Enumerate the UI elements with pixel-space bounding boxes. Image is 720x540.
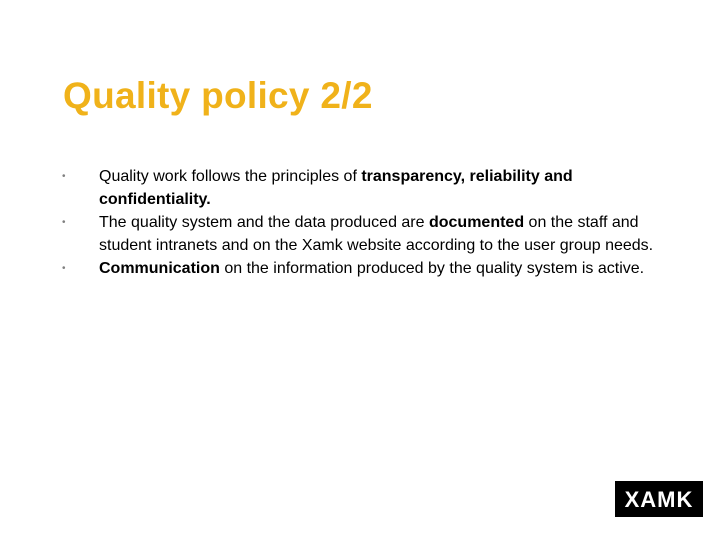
bullet-text-bold: Communication <box>99 260 220 277</box>
bullet-list <box>62 166 662 282</box>
bullet-item <box>62 212 662 257</box>
bullet-text-bold: transparency, reliability and confidentiality. <box>99 168 573 208</box>
slide-title: Quality policy 2/2 <box>63 75 373 116</box>
bullet-marker: • <box>62 217 66 228</box>
logo-text: XAMK <box>624 488 694 510</box>
bullet-text: Quality work follows the principles of <box>99 168 362 185</box>
bullet-text: on the information produced by the quality system is active. <box>219 260 645 277</box>
bullet-item <box>62 166 662 211</box>
bullet-marker: • <box>62 263 66 274</box>
bullet-marker: • <box>62 171 66 182</box>
bullet-text: The quality system and the data produced are <box>99 214 429 231</box>
bullet-text-bold: documented <box>428 214 525 231</box>
xamk-logo-mark <box>620 488 698 510</box>
bullet-text: on the staff and student intranets and on the Xamk website according to the user group needs. <box>99 214 654 254</box>
bullet-item <box>62 258 662 281</box>
xamk-logo <box>615 481 703 517</box>
